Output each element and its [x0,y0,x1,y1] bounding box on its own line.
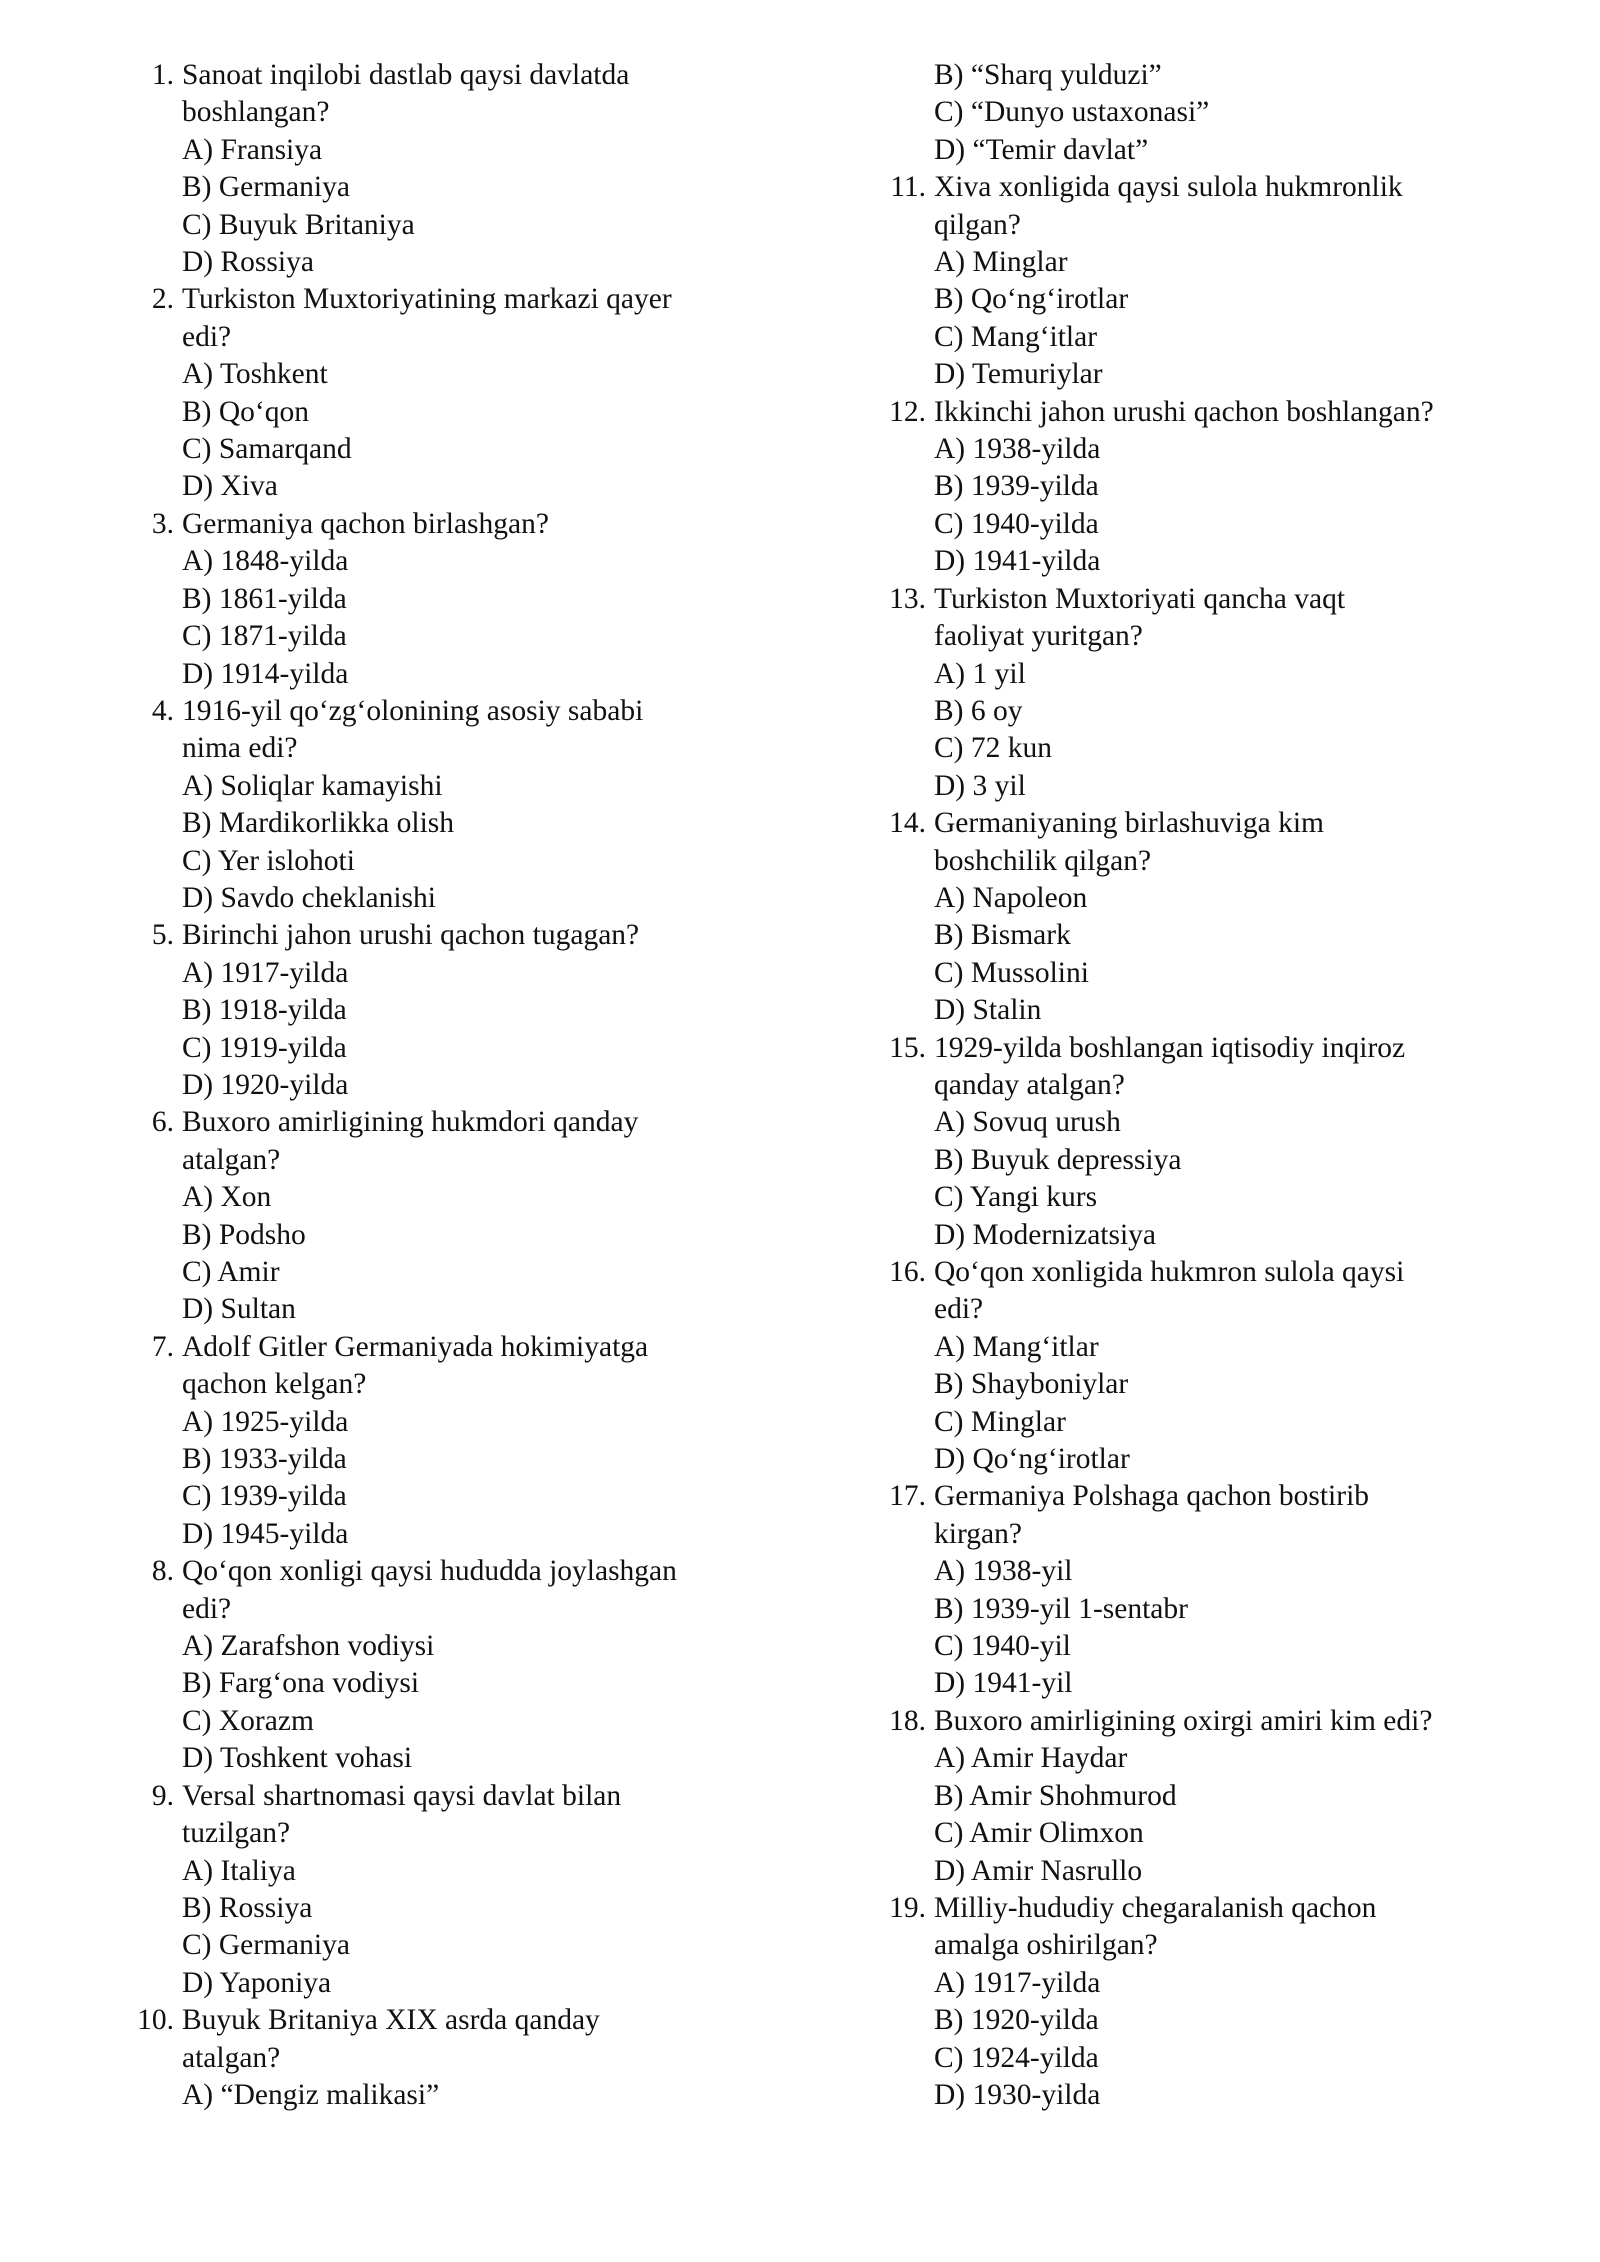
question-number: 11. [890,171,926,204]
answer-option: C) Samarqand [182,433,352,466]
answer-option: C) 1940-yil [934,1630,1071,1663]
question-text: Versal shartnomasi qaysi davlat bilan [182,1779,622,1812]
answer-option: A) Mang‘itlar [934,1330,1099,1363]
question-text: atalgan? [182,2041,281,2074]
question-text: Germaniya qachon birlashgan? [182,507,549,540]
question-text: 1929-yilda boshlangan iqtisodiy inqiroz [934,1031,1406,1064]
answer-option: D) Rossiya [182,246,314,279]
question-block [132,1329,752,1553]
answer-option: C) 1919-yilda [182,1031,347,1064]
question-block [132,281,752,505]
question-block [884,581,1524,805]
answer-option: D) Qo‘ng‘irotlar [934,1443,1130,1476]
question-text: edi? [182,1592,232,1625]
answer-option: B) Shayboniylar [934,1368,1129,1401]
answer-option: D) Sultan [182,1293,296,1326]
question-text: 1916-yil qo‘zg‘olonining asosiy sababi [182,694,644,727]
question-number: 18. [889,1704,926,1737]
answer-option: D) Temuriylar [934,358,1103,391]
question-text: Germaniyaning birlashuviga kim [934,807,1324,840]
question-text: atalgan? [182,1143,281,1176]
answer-option: C) Yer islohoti [182,844,355,877]
answer-option: C) Buyuk Britaniya [182,208,415,241]
answer-option: D) Xiva [182,470,278,503]
question-block [884,1254,1524,1478]
answer-option: D) 1930-yilda [934,2078,1101,2111]
answer-option: D) 3 yil [934,769,1026,802]
question-block [884,1703,1524,1890]
question-text: Milliy-hududiy chegaralanish qachon [934,1891,1377,1924]
answer-option: B) Podsho [182,1218,306,1251]
question-text: Buyuk Britaniya XIX asrda qanday [182,2004,600,2037]
answer-option: B) 1933-yilda [182,1443,347,1476]
answer-option: C) 1940-yilda [934,507,1099,540]
question-text: edi? [182,320,232,353]
answer-option: B) “Sharq yulduzi” [934,59,1162,91]
question-block [884,1478,1524,1702]
question-block [884,805,1524,1029]
answer-option: B) 1939-yilda [934,470,1099,503]
answer-option: A) Fransiya [182,133,323,166]
answer-option: D) 1941-yilda [934,545,1101,578]
answer-option: D) 1914-yilda [182,657,349,690]
answer-option: D) Toshkent vohasi [182,1742,413,1775]
answer-option: B) Farg‘ona vodiysi [182,1667,420,1700]
answer-option: D) “Temir davlat” [934,133,1149,166]
answer-option: A) Soliqlar kamayishi [182,769,443,802]
answer-option: A) Minglar [934,246,1068,279]
question-text: boshlangan? [182,96,330,129]
question-text: Sanoat inqilobi dastlab qaysi davlatda [182,59,630,91]
answer-option: D) Amir Nasrullo [934,1854,1143,1887]
answer-option: A) Italiya [182,1854,296,1887]
question-text: qachon kelgan? [182,1368,367,1401]
question-block [132,506,752,693]
answer-option: B) Qo‘qon [182,395,310,428]
answer-option: B) 1939-yil 1-sentabr [934,1592,1188,1625]
answer-option: C) Germaniya [182,1929,350,1962]
question-block [884,1890,1524,2114]
question-number: 13. [889,582,926,615]
answer-option: C) Amir Olimxon [934,1817,1144,1850]
answer-option: A) 1 yil [934,657,1026,690]
answer-option: B) Bismark [934,919,1071,952]
answer-option: A) Xon [182,1181,272,1214]
question-text: Germaniya Polshaga qachon bostirib [934,1480,1370,1513]
answer-option: D) Modernizatsiya [934,1218,1156,1251]
question-number: 6. [151,1106,174,1139]
question-number: 9. [151,1779,174,1812]
answer-option: B) 1918-yilda [182,994,347,1027]
question-number: 12. [889,395,926,428]
question-number: 19. [889,1891,926,1924]
question-block [884,57,1524,169]
question-number: 8. [151,1555,174,1588]
question-number: 1. [151,59,174,91]
question-number: 10. [137,2004,174,2037]
question-block [884,1030,1524,1254]
left-question-column [132,57,752,2114]
answer-option: B) Rossiya [182,1891,313,1924]
answer-option: A) Amir Haydar [934,1742,1128,1775]
question-number: 3. [151,507,174,540]
answer-option: D) 1945-yilda [182,1517,349,1550]
question-text: Adolf Gitler Germaniyada hokimiyatga [182,1330,649,1363]
answer-option: C) Mussolini [934,956,1089,989]
answer-option: A) Toshkent [182,358,328,391]
question-block [132,693,752,917]
question-text: Qo‘qon xonligi qaysi hududda joylashgan [182,1555,677,1588]
answer-option: A) 1917-yilda [934,1966,1101,1999]
answer-option: B) Buyuk depressiya [934,1143,1182,1176]
answer-option: A) 1917-yilda [182,956,349,989]
question-number: 4. [151,694,174,727]
question-text: qilgan? [934,208,1021,241]
answer-option: C) Mang‘itlar [934,320,1098,353]
answer-option: D) 1920-yilda [182,1068,349,1101]
answer-option: B) Germaniya [182,171,350,204]
question-number: 5. [151,919,174,952]
question-text: nima edi? [182,732,298,765]
answer-option: A) 1925-yilda [182,1405,349,1438]
question-text: boshchilik qilgan? [934,844,1152,877]
question-number: 14. [889,807,926,840]
answer-option: B) 1861-yilda [182,582,347,615]
answer-option: C) Xorazm [182,1704,314,1737]
question-text: Buxoro amirligining oxirgi amiri kim edi? [934,1704,1433,1737]
question-number: 2. [151,283,174,316]
question-text: tuzilgan? [182,1817,291,1850]
question-block [132,2002,752,2114]
answer-option: B) Amir Shohmurod [934,1779,1177,1812]
question-block [132,1553,752,1777]
answer-option: A) Napoleon [934,881,1088,914]
question-text: Buxoro amirligining hukmdori qanday [182,1106,639,1139]
answer-option: B) 1920-yilda [934,2004,1099,2037]
question-text: edi? [934,1293,984,1326]
answer-option: A) 1848-yilda [182,545,349,578]
question-text: Birinchi jahon urushi qachon tugagan? [182,919,640,952]
answer-option: A) 1938-yil [934,1555,1073,1588]
question-text: Xiva xonligida qaysi sulola hukmronlik [934,171,1403,204]
answer-option: D) Stalin [934,994,1042,1027]
question-text: Turkiston Muxtoriyatining markazi qayer [182,283,672,316]
answer-option: D) Savdo cheklanishi [182,881,436,914]
question-block [132,57,752,281]
question-number: 7. [151,1330,174,1363]
question-text: faoliyat yuritgan? [934,620,1143,653]
answer-option: C) 72 kun [934,732,1052,765]
question-text: kirgan? [934,1517,1022,1550]
question-text: qanday atalgan? [934,1068,1125,1101]
question-block [132,1778,752,2002]
answer-option: B) 6 oy [934,694,1023,727]
answer-option: C) 1871-yilda [182,620,347,653]
question-block [884,169,1524,393]
question-block [132,1104,752,1328]
question-block [884,394,1524,581]
question-text: amalga oshirilgan? [934,1929,1158,1962]
question-block [132,917,752,1104]
answer-option: D) Yaponiya [182,1966,332,1999]
question-text: Turkiston Muxtoriyati qancha vaqt [934,582,1346,615]
answer-option: C) 1924-yilda [934,2041,1099,2074]
answer-option: C) Minglar [934,1405,1066,1438]
answer-option: A) Zarafshon vodiysi [182,1630,435,1663]
question-text: Qo‘qon xonligida hukmron sulola qaysi [934,1256,1405,1288]
answer-option: B) Qo‘ng‘irotlar [934,283,1129,316]
answer-option: C) Yangi kurs [934,1181,1098,1214]
question-number: 16. [889,1256,926,1288]
question-number: 17. [889,1480,926,1513]
question-number: 15. [889,1031,926,1064]
answer-option: C) “Dunyo ustaxonasi” [934,96,1210,129]
answer-option: C) Amir [182,1256,280,1288]
answer-option: A) 1938-yilda [934,433,1101,466]
answer-option: D) 1941-yil [934,1667,1073,1700]
right-question-column [884,57,1524,2114]
answer-option: A) Sovuq urush [934,1106,1121,1139]
answer-option: B) Mardikorlikka olish [182,807,455,840]
question-text: Ikkinchi jahon urushi qachon boshlangan? [934,395,1434,428]
answer-option: A) “Dengiz malikasi” [182,2078,440,2111]
answer-option: C) 1939-yilda [182,1480,347,1513]
